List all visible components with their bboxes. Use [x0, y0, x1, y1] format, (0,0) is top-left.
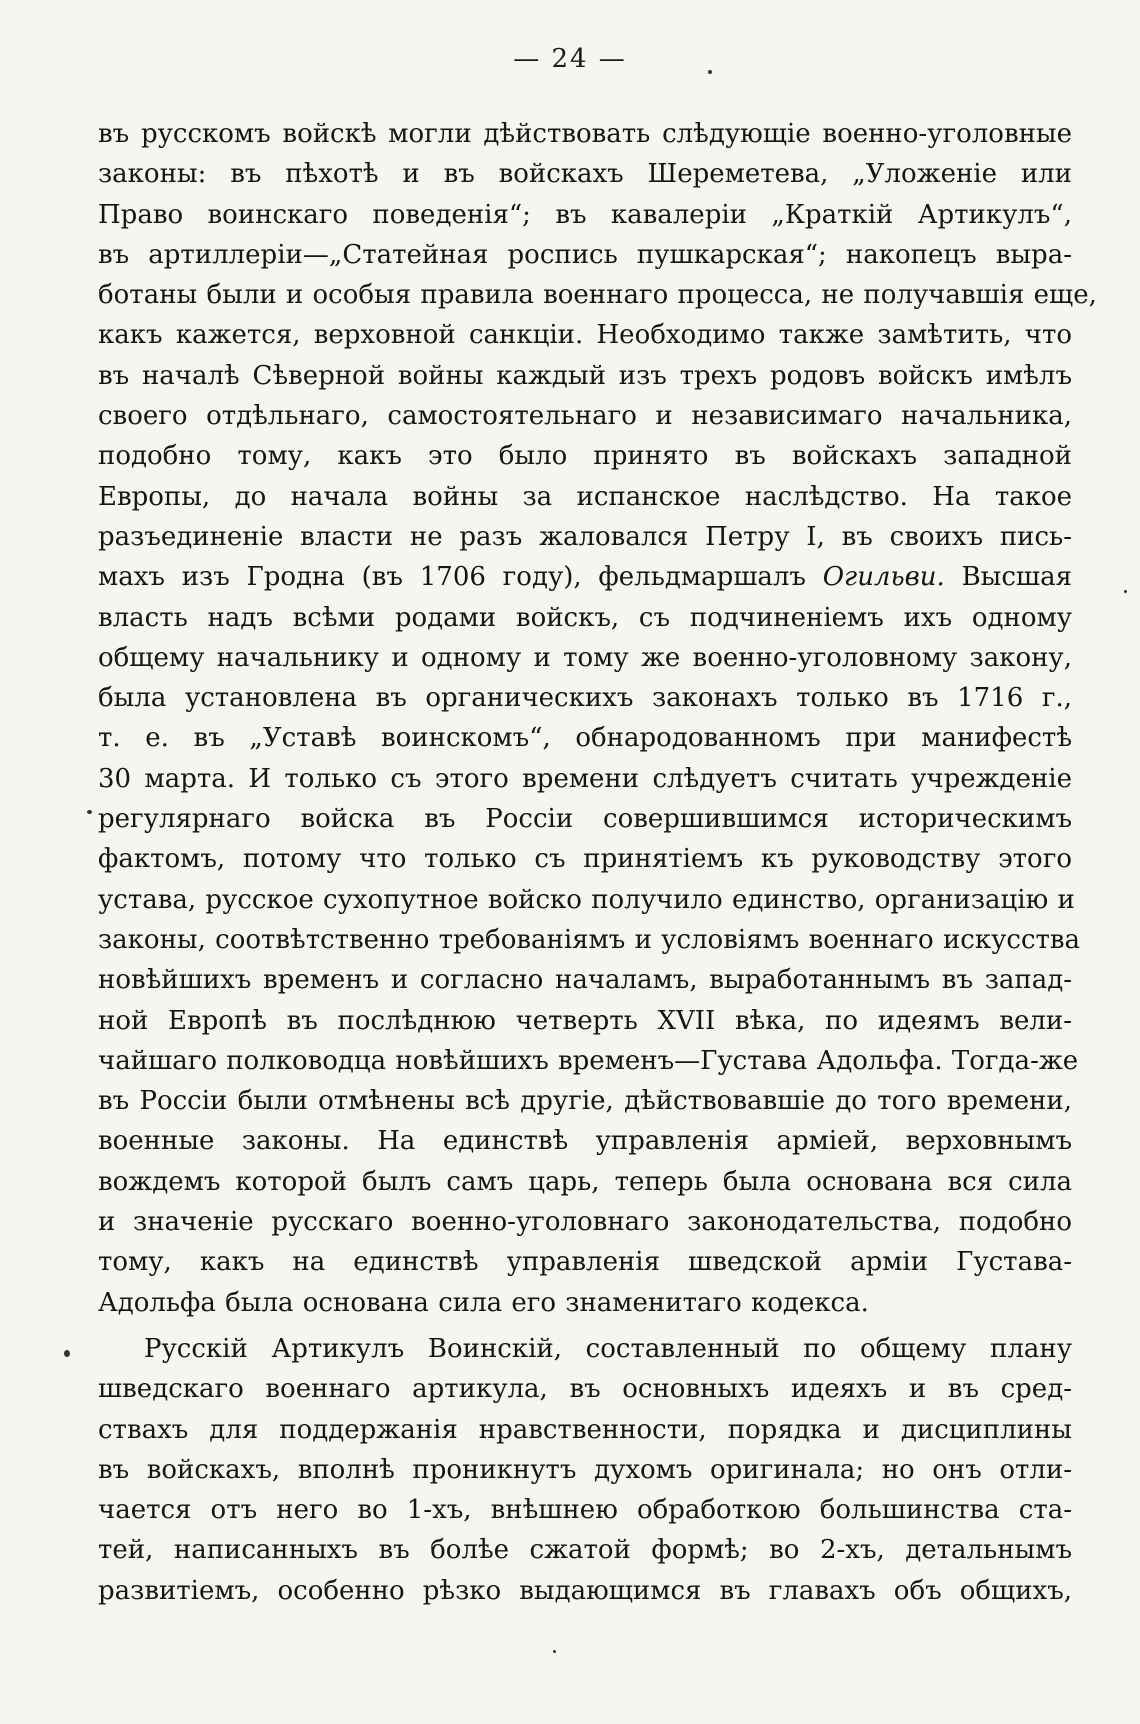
text-line: Европы, до начала войны за испанское наслѣдство. На такое — [98, 481, 1072, 512]
body-text — [98, 114, 1097, 1611]
text-line: ной Европѣ въ послѣднюю четверть XVII вѣка, по идеямъ вели- — [98, 1005, 1072, 1036]
text-line: Право воинскаго поведенія“; въ кавалеріи „Краткій Артикулъ“, — [98, 199, 1072, 230]
italic-name: Огильви. — [822, 562, 945, 593]
ink-speck — [64, 1350, 70, 1357]
text-line: ствахъ для поддержанія нравственности, порядка и дисциплины — [98, 1414, 1072, 1445]
text-line-with-italic — [98, 557, 1072, 597]
text-line: и значеніе русскаго военно-уголовнаго законодательства, подобно — [98, 1207, 1072, 1238]
text-line: какъ кажется, верховной санкціи. Необходимо также замѣтить, что — [98, 320, 1072, 351]
paragraph-start-line: Русскій Артикулъ Воинскій, составленный по общему плану — [144, 1333, 1072, 1364]
text-line: законы: въ пѣхотѣ и въ войскахъ Шереметева, „Уложеніе или — [98, 159, 1072, 190]
text-line: разъединеніе власти не разъ жаловался Петру I, въ своихъ пись- — [98, 521, 1072, 552]
text-line: фактомъ, потому что только съ принятіемъ къ руководству этого — [98, 844, 1072, 875]
page-number: — 24 — — [513, 44, 627, 74]
text-line: новѣйшихъ временъ и согласно началамъ, выработаннымъ въ запад- — [98, 965, 1072, 996]
text-line: общему начальнику и одному и тому же военно-уголовному закону, — [98, 642, 1072, 673]
text-line: законы, соотвѣтственно требованіямъ и условіямъ военнаго искусства — [98, 924, 1081, 955]
ink-speck — [708, 70, 712, 74]
text-line: устава, русское сухопутное войско получило единство, организацію и — [98, 884, 1075, 915]
text-line: чается отъ него во 1-хъ, внѣшнею обработкою большинства ста- — [98, 1495, 1072, 1526]
text-line: своего отдѣльнаго, самостоятельнаго и независимаго начальника, — [98, 401, 1072, 432]
text-line: въ артиллеріи—„Статейная роспись пушкарская“; накопецъ выра- — [98, 239, 1072, 270]
text-line: подобно тому, какъ это было принято въ войскахъ западной — [98, 441, 1072, 472]
text-line: т. е. въ „Уставѣ воинскомъ“, обнародованномъ при манифестѣ — [98, 723, 1072, 754]
text-line: въ Россіи были отмѣнены всѣ другіе, дѣйствовавшіе до того времени, — [98, 1086, 1072, 1117]
text-line: шведскаго военнаго артикула, въ основныхъ идеяхъ и въ сред- — [98, 1374, 1072, 1405]
ink-speck — [1124, 590, 1127, 593]
text-line: власть надъ всѣми родами войскъ, съ подчиненіемъ ихъ одному — [98, 602, 1072, 633]
text-line: въ войскахъ, вполнѣ проникнутъ духомъ оригинала; но онъ отли- — [98, 1454, 1072, 1485]
text-line: чайшаго полководца новѣйшихъ временъ—Густава Адольфа. Тогда-же — [98, 1045, 1079, 1076]
text-segment: махъ изъ Гродна (въ 1706 году), фельдмаршалъ — [98, 562, 823, 593]
text-segment: Высшая — [944, 562, 1073, 593]
text-line: въ русскомъ войскѣ могли дѣйствовать слѣдующіе военно-уголовные — [98, 119, 1072, 149]
ink-speck — [87, 810, 92, 814]
ink-speck — [553, 1650, 556, 1653]
text-line: регулярнаго войска въ Россіи совершившимся историческимъ — [98, 804, 1072, 835]
text-line: вождемъ которой былъ самъ царь, теперь была основана вся сила — [98, 1166, 1072, 1197]
paragraph-end-line: Адольфа была основана сила его знаменитаго кодекса. — [98, 1287, 869, 1318]
text-line: въ началѣ Сѣверной войны каждый изъ трехъ родовъ войскъ имѣлъ — [98, 360, 1072, 391]
text-line: военные законы. На единствѣ управленія арміей, верховнымъ — [98, 1126, 1072, 1157]
text-line: ботаны были и особыя правила военнаго процесса, не получавшія еще, — [98, 280, 1097, 311]
text-line: тей, написанныхъ въ болѣе сжатой формѣ; во 2-хъ, детальнымъ — [98, 1535, 1072, 1566]
text-line: тому, какъ на единствѣ управленія шведской арміи Густава- — [98, 1247, 1072, 1278]
text-line: развитіемъ, особенно рѣзко выдающимся въ главахъ объ общихъ, — [98, 1575, 1072, 1606]
text-line: 30 марта. И только съ этого времени слѣдуетъ считать учрежденіе — [98, 763, 1072, 794]
text-line: была установлена въ органическихъ законахъ только въ 1716 г., — [98, 683, 1072, 714]
